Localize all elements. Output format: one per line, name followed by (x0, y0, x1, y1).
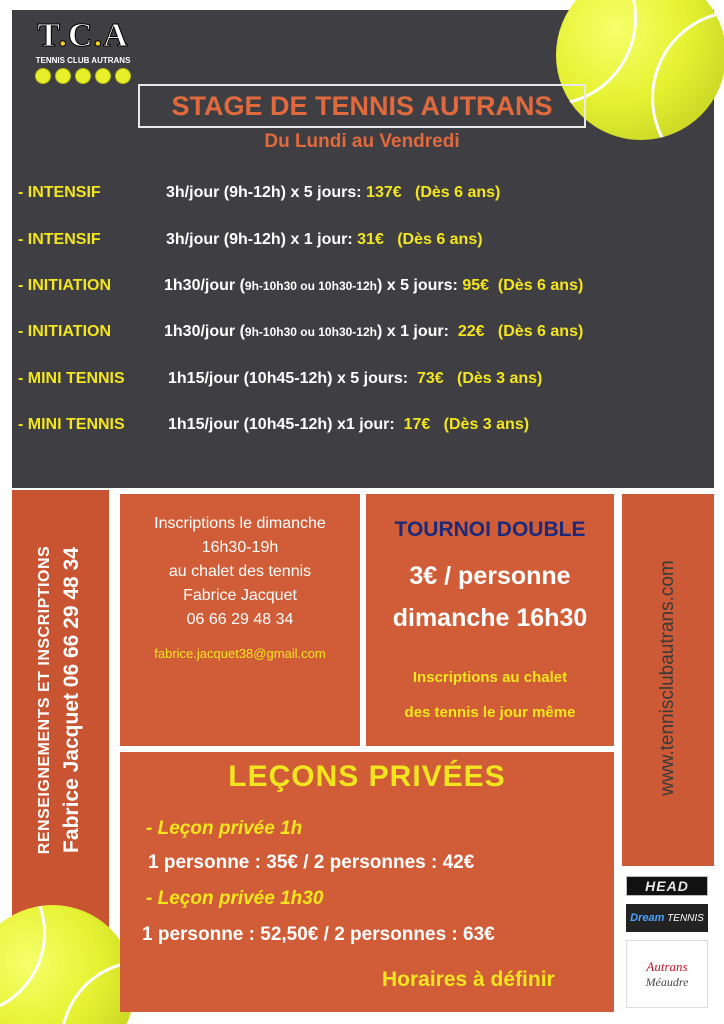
lecon-1h-prices: 1 personne : 35€ / 2 personnes : 42€ (148, 852, 475, 873)
lecon-1h30-heading: - Leçon privée 1h30 (146, 888, 324, 909)
inscriptions-line: Fabrice Jacquet (183, 587, 297, 604)
lecon-1h30-prices: 1 personne : 52,50€ / 2 personnes : 63€ (142, 924, 495, 945)
rate-desc: 1h30/jour (9h-10h30 ou 10h30-12h) x 5 jours: 95€ (Dès 6 ans) (164, 277, 584, 294)
inscriptions-line: 16h30-19h (201, 539, 279, 556)
tournoi-note-line: Inscriptions au chalet (412, 669, 568, 686)
tournoi-title: TOURNOI DOUBLE (394, 518, 586, 541)
rate-age: (Dès 6 ans) (397, 231, 483, 248)
rate-price: 22€ (457, 323, 485, 340)
rate-name: - INITIATION (18, 323, 112, 340)
rate-age: (Dès 6 ans) (414, 184, 501, 201)
rate-price: 95€ (462, 277, 490, 294)
lecon-1h-heading: - Leçon privée 1h (146, 818, 303, 839)
horaires-text: Horaires à définir (382, 968, 555, 991)
rate-name: - INTENSIF (18, 231, 101, 248)
logo-letters: T.C.A (37, 17, 129, 54)
inscriptions-line: au chalet des tennis (168, 563, 312, 580)
rate-name: - INITIATION (18, 277, 112, 294)
rate-name: - MINI TENNIS (18, 370, 125, 387)
sponsor-head-logo: HEAD (626, 876, 708, 896)
rate-desc: 3h/jour (9h-12h) x 5 jours: 137€ (Dès 6 ans) (166, 184, 501, 201)
tennis-ball-icon (0, 905, 135, 1024)
rate-age: (Dès 3 ans) (457, 370, 543, 387)
page-subtitle: Du Lundi au Vendredi (264, 131, 460, 152)
rate-price: 137€ (366, 184, 402, 201)
title-box (138, 84, 586, 128)
tournoi-note-line: des tennis le jour même (404, 704, 576, 721)
inscriptions-text (120, 512, 360, 632)
rate-name: - INTENSIF (18, 184, 101, 201)
club-logo (22, 18, 144, 94)
inscriptions-line: 06 66 29 48 34 (186, 611, 294, 628)
tournoi-note (366, 660, 614, 730)
rate-desc: 1h30/jour (9h-10h30 ou 10h30-12h) x 1 jour: 22€ (Dès 6 ans) (164, 323, 584, 340)
page-title: STAGE DE TENNIS AUTRANS (171, 90, 553, 121)
logo-balls-icon (22, 68, 144, 84)
sponsor-dream-tennis-logo: Dream TENNIS (626, 904, 708, 932)
rate-desc: 3h/jour (9h-12h) x 1 jour: 31€ (Dès 6 ans) (166, 231, 483, 248)
inscriptions-line: Inscriptions le dimanche (154, 515, 326, 532)
tournoi-date: dimanche 16h30 (392, 604, 588, 632)
contact-phone: Fabrice Jacquet 06 66 29 48 34 (60, 547, 83, 853)
tournoi-price: 3€ / personne (409, 562, 571, 590)
rate-price: 17€ (403, 416, 431, 433)
rate-price: 73€ (416, 370, 444, 387)
rate-name: - MINI TENNIS (18, 416, 125, 433)
lecons-title: LEÇONS PRIVÉES (228, 760, 506, 793)
logo-subtitle: TENNIS CLUB AUTRANS (35, 56, 131, 65)
rate-desc: 1h15/jour (10h45-12h) x1 jour: 17€ (Dès 3 ans) (168, 416, 530, 433)
rate-desc: 1h15/jour (10h45-12h) x 5 jours: 73€ (Dès 3 ans) (168, 370, 543, 387)
contact-heading: RENSEIGNEMENTS ET INSCRIPTIONS (36, 545, 53, 855)
website-link[interactable]: www.tennisclubautrans.com (657, 560, 678, 796)
email-link[interactable]: fabrice.jacquet38@gmail.com (154, 646, 326, 661)
rate-age: (Dès 6 ans) (497, 323, 584, 340)
rate-age: (Dès 6 ans) (497, 277, 584, 294)
sponsor-autrans-meaudre-logo: Autrans Méaudre (626, 940, 708, 1008)
rate-age: (Dès 3 ans) (443, 416, 530, 433)
rate-price: 31€ (357, 231, 384, 248)
contact-vertical-text (36, 490, 84, 910)
